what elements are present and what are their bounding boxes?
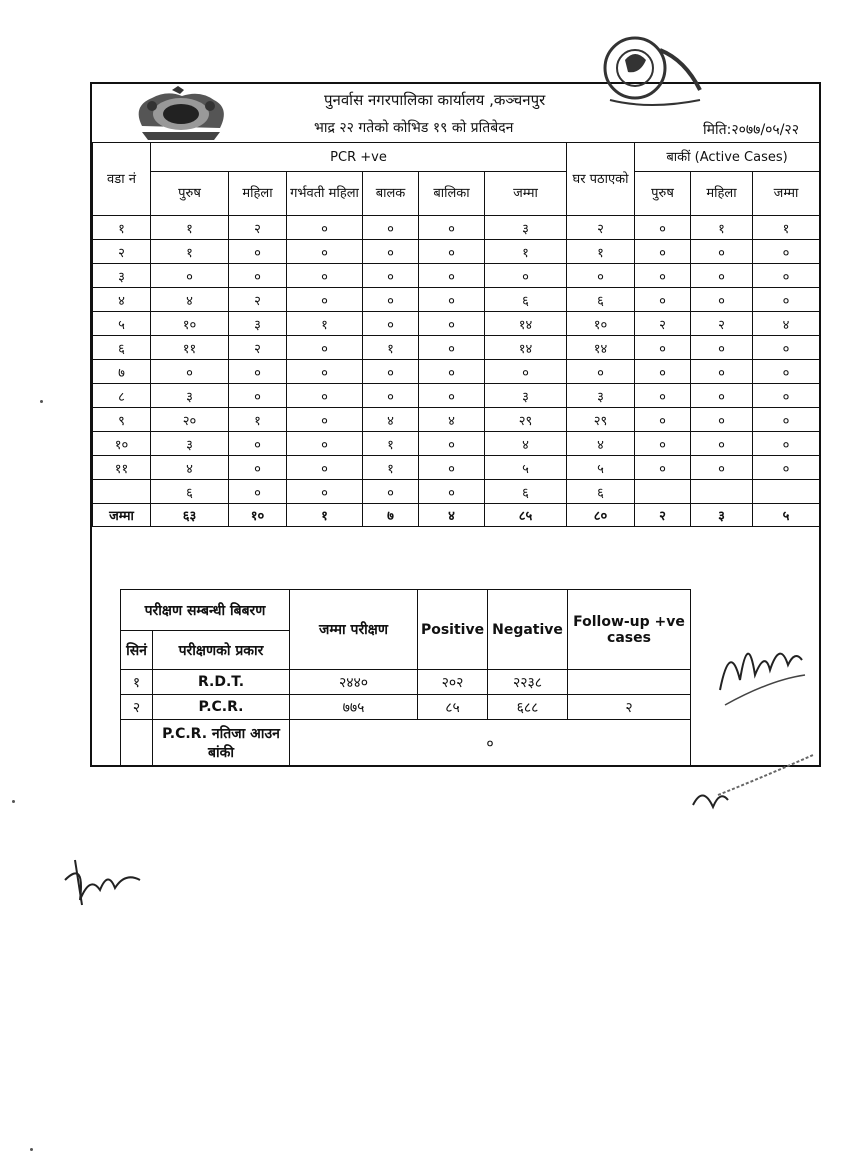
cell-female: ३ xyxy=(229,312,287,336)
cell-ward: ४ xyxy=(93,288,151,312)
cell-home: ६ xyxy=(567,288,635,312)
cell-active-male: ० xyxy=(635,240,691,264)
pcr-pregnant-header: गर्भवती महिला xyxy=(287,172,363,216)
cell-home: १० xyxy=(567,312,635,336)
cell-ward: ८ xyxy=(93,384,151,408)
cell-home: ८० xyxy=(567,504,635,527)
cell-ward: ५ xyxy=(93,312,151,336)
cell-boy: ० xyxy=(363,264,419,288)
cell-girl: ० xyxy=(419,216,485,240)
cell-ward: ६ xyxy=(93,336,151,360)
cell-home: ० xyxy=(567,360,635,384)
cell-active-female: ० xyxy=(691,408,753,432)
cell-total: ४ xyxy=(485,432,567,456)
cell-girl: ० xyxy=(419,360,485,384)
cell-male: १० xyxy=(151,312,229,336)
cell-girl: ० xyxy=(419,456,485,480)
cell-female: ० xyxy=(229,240,287,264)
cell-total: १४ xyxy=(485,312,567,336)
cell-total: १४ xyxy=(485,336,567,360)
cell-male: ६३ xyxy=(151,504,229,527)
active-total-header: जम्मा xyxy=(753,172,820,216)
cell-pregnant: ० xyxy=(287,480,363,504)
cell-total: ६ xyxy=(485,288,567,312)
cell-pregnant: ० xyxy=(287,408,363,432)
pending-value: ० xyxy=(290,720,691,767)
cell-pregnant: ० xyxy=(287,336,363,360)
scan-speck xyxy=(30,1148,33,1151)
cell-female: ० xyxy=(229,360,287,384)
pcr-female-header: महिला xyxy=(229,172,287,216)
cell-girl: ० xyxy=(419,384,485,408)
cell-home: ३ xyxy=(567,384,635,408)
cell-girl: ० xyxy=(419,264,485,288)
report-title: पुनर्वास नगरपालिका कार्यालय ,कञ्चनपुर xyxy=(324,91,546,109)
cell-sn: २ xyxy=(121,695,153,720)
cell-ward: १ xyxy=(93,216,151,240)
cell-boy: ० xyxy=(363,384,419,408)
ward-row xyxy=(93,480,820,504)
cell-male: ४ xyxy=(151,288,229,312)
cell-active-male: ० xyxy=(635,264,691,288)
cell-negative: २२३८ xyxy=(488,670,568,695)
cell-active-female: २ xyxy=(691,312,753,336)
cell-female: २ xyxy=(229,288,287,312)
cell-ward: २ xyxy=(93,240,151,264)
cell-active-total: ० xyxy=(753,432,820,456)
cell-male: ३ xyxy=(151,384,229,408)
ward-row xyxy=(93,408,820,432)
ward-header: वडा नं xyxy=(93,143,151,216)
cell-boy: १ xyxy=(363,336,419,360)
cell-home: ५ xyxy=(567,456,635,480)
cell-male: १ xyxy=(151,216,229,240)
cell-home: ० xyxy=(567,264,635,288)
scan-speck xyxy=(12,800,15,803)
cell-active-total: ४ xyxy=(753,312,820,336)
cell-active-male: ० xyxy=(635,432,691,456)
cell-boy: ० xyxy=(363,216,419,240)
cell-active-female: ३ xyxy=(691,504,753,527)
cell-boy: ० xyxy=(363,288,419,312)
cell-home: १ xyxy=(567,240,635,264)
cell-active-total: ० xyxy=(753,264,820,288)
test-row-rdt xyxy=(121,670,691,695)
cell-pregnant: १ xyxy=(287,312,363,336)
ward-row xyxy=(93,264,820,288)
cell-active-female: ० xyxy=(691,336,753,360)
cell-boy: ४ xyxy=(363,408,419,432)
cell-girl: ० xyxy=(419,432,485,456)
cell-active-male: ० xyxy=(635,384,691,408)
cell-total: ६ xyxy=(485,480,567,504)
cell-total: ८५ xyxy=(485,504,567,527)
office-stamp xyxy=(590,30,710,110)
cell-ward: ७ xyxy=(93,360,151,384)
cell-active-total: ० xyxy=(753,360,820,384)
test-sn-header: सिनं xyxy=(121,631,153,670)
cell-ward: १० xyxy=(93,432,151,456)
cell-total: ५ xyxy=(485,456,567,480)
cell-active-female: ० xyxy=(691,384,753,408)
cell-total: ० xyxy=(485,360,567,384)
cell-active-total: ५ xyxy=(753,504,820,527)
cell-active-male: ० xyxy=(635,336,691,360)
pcr-male-header: पुरुष xyxy=(151,172,229,216)
cell-boy: ७ xyxy=(363,504,419,527)
cell-female: ० xyxy=(229,264,287,288)
cell-active-total xyxy=(753,480,820,504)
cell-active-female: ० xyxy=(691,288,753,312)
cell-pregnant: ० xyxy=(287,288,363,312)
cell-active-total: ० xyxy=(753,384,820,408)
stamp-signature-bottom xyxy=(688,745,818,825)
cell-positive: ८५ xyxy=(418,695,488,720)
cell-ward: ९ xyxy=(93,408,151,432)
cell-boy: ० xyxy=(363,312,419,336)
cell-active-male: ० xyxy=(635,360,691,384)
cell-home: २ xyxy=(567,216,635,240)
cell-active-female: १ xyxy=(691,216,753,240)
active-female-header: महिला xyxy=(691,172,753,216)
cell-girl: ४ xyxy=(419,504,485,527)
cell-active-total: ० xyxy=(753,288,820,312)
pending-row xyxy=(121,720,691,767)
cell-home: ६ xyxy=(567,480,635,504)
cell-active-total: १ xyxy=(753,216,820,240)
cell-boy: १ xyxy=(363,432,419,456)
cell-active-female: ० xyxy=(691,432,753,456)
cell-active-male: ० xyxy=(635,456,691,480)
test-row-pcr xyxy=(121,695,691,720)
cell-total: ० xyxy=(485,264,567,288)
cell-type: P.C.R. xyxy=(153,695,290,720)
cell-active-male: ० xyxy=(635,288,691,312)
cell-girl: ० xyxy=(419,240,485,264)
cell-female: ० xyxy=(229,384,287,408)
cell-male: ४ xyxy=(151,456,229,480)
cell-active-male xyxy=(635,480,691,504)
test-total-header: जम्मा परीक्षण xyxy=(290,590,418,670)
ward-cases-table xyxy=(92,142,820,527)
cell-male: २० xyxy=(151,408,229,432)
cell-boy: ० xyxy=(363,360,419,384)
test-section-header: परीक्षण सम्बन्धी बिबरण xyxy=(121,590,290,631)
total-row xyxy=(93,504,820,527)
cell-boy: ० xyxy=(363,240,419,264)
cell-total: ७७५ xyxy=(290,695,418,720)
cell-pregnant: ० xyxy=(287,264,363,288)
cell-sn xyxy=(121,720,153,767)
test-negative-header: Negative xyxy=(488,590,568,670)
cell-ward: ३ xyxy=(93,264,151,288)
pending-label: P.C.R. नतिजा आउन बांकी xyxy=(153,720,290,767)
cell-total: १ xyxy=(485,240,567,264)
cell-girl: ० xyxy=(419,480,485,504)
cell-sn: १ xyxy=(121,670,153,695)
cell-male: ० xyxy=(151,264,229,288)
test-positive-header: Positive xyxy=(418,590,488,670)
cell-negative: ६८८ xyxy=(488,695,568,720)
active-header: बाकीं (Active Cases) xyxy=(635,143,820,172)
cell-pregnant: ० xyxy=(287,384,363,408)
cell-active-female: ० xyxy=(691,264,753,288)
cell-active-female: ० xyxy=(691,240,753,264)
cell-boy: ० xyxy=(363,480,419,504)
cell-pregnant: ० xyxy=(287,360,363,384)
ward-row xyxy=(93,312,820,336)
report-date: मिति:२०७७/०५/२२ xyxy=(703,122,799,138)
cell-total: २९ xyxy=(485,408,567,432)
cell-active-male: २ xyxy=(635,504,691,527)
scan-speck xyxy=(40,400,43,403)
cell-followup xyxy=(568,670,691,695)
cell-active-female: ० xyxy=(691,360,753,384)
cell-ward: जम्मा xyxy=(93,504,151,527)
cell-active-male: ० xyxy=(635,408,691,432)
cell-female: २ xyxy=(229,336,287,360)
cell-active-total: ० xyxy=(753,336,820,360)
report-subtitle: भाद्र २२ गतेको कोभिड १९ को प्रतिबेदन xyxy=(314,120,514,136)
signature-left xyxy=(60,850,150,910)
cell-female: १ xyxy=(229,408,287,432)
cell-active-total: ० xyxy=(753,240,820,264)
cell-girl: ० xyxy=(419,312,485,336)
cell-total: ३ xyxy=(485,216,567,240)
cell-male: ० xyxy=(151,360,229,384)
cell-pregnant: ० xyxy=(287,216,363,240)
test-followup-header: Follow-up +ve cases xyxy=(568,590,691,670)
cell-active-total: ० xyxy=(753,408,820,432)
cell-positive: २०२ xyxy=(418,670,488,695)
cell-active-male: २ xyxy=(635,312,691,336)
cell-pregnant: १ xyxy=(287,504,363,527)
cell-active-male: ० xyxy=(635,216,691,240)
ward-row xyxy=(93,432,820,456)
signature-right xyxy=(710,620,810,710)
cell-male: ६ xyxy=(151,480,229,504)
cell-female: ० xyxy=(229,456,287,480)
cell-home: ४ xyxy=(567,432,635,456)
nepal-emblem-logo xyxy=(122,86,240,144)
ward-row xyxy=(93,360,820,384)
cell-female: २ xyxy=(229,216,287,240)
cell-ward: ११ xyxy=(93,456,151,480)
pcr-boy-header: बालक xyxy=(363,172,419,216)
ward-row xyxy=(93,456,820,480)
cell-total: २४४० xyxy=(290,670,418,695)
cell-girl: ० xyxy=(419,336,485,360)
cell-boy: १ xyxy=(363,456,419,480)
cell-home: १४ xyxy=(567,336,635,360)
ward-row xyxy=(93,384,820,408)
cell-type: R.D.T. xyxy=(153,670,290,695)
cell-female: ० xyxy=(229,480,287,504)
cell-ward xyxy=(93,480,151,504)
ward-row xyxy=(93,288,820,312)
ward-row xyxy=(93,336,820,360)
ward-row xyxy=(93,216,820,240)
cell-male: ३ xyxy=(151,432,229,456)
cell-female: ० xyxy=(229,432,287,456)
home-header: घर पठाएको xyxy=(567,143,635,216)
cell-girl: ४ xyxy=(419,408,485,432)
ward-row xyxy=(93,240,820,264)
cell-home: २९ xyxy=(567,408,635,432)
test-summary-table xyxy=(120,589,691,767)
cell-active-female: ० xyxy=(691,456,753,480)
cell-female: १० xyxy=(229,504,287,527)
cell-active-female xyxy=(691,480,753,504)
cell-followup: २ xyxy=(568,695,691,720)
test-type-header: परीक्षणको प्रकार xyxy=(153,631,290,670)
cell-male: ११ xyxy=(151,336,229,360)
cell-pregnant: ० xyxy=(287,432,363,456)
cell-active-total: ० xyxy=(753,456,820,480)
cell-total: ३ xyxy=(485,384,567,408)
cell-male: १ xyxy=(151,240,229,264)
cell-pregnant: ० xyxy=(287,456,363,480)
cell-pregnant: ० xyxy=(287,240,363,264)
pcr-header: PCR +ve xyxy=(151,143,567,172)
ward-table-body xyxy=(93,216,820,504)
active-male-header: पुरुष xyxy=(635,172,691,216)
cell-girl: ० xyxy=(419,288,485,312)
pcr-girl-header: बालिका xyxy=(419,172,485,216)
pcr-total-header: जम्मा xyxy=(485,172,567,216)
